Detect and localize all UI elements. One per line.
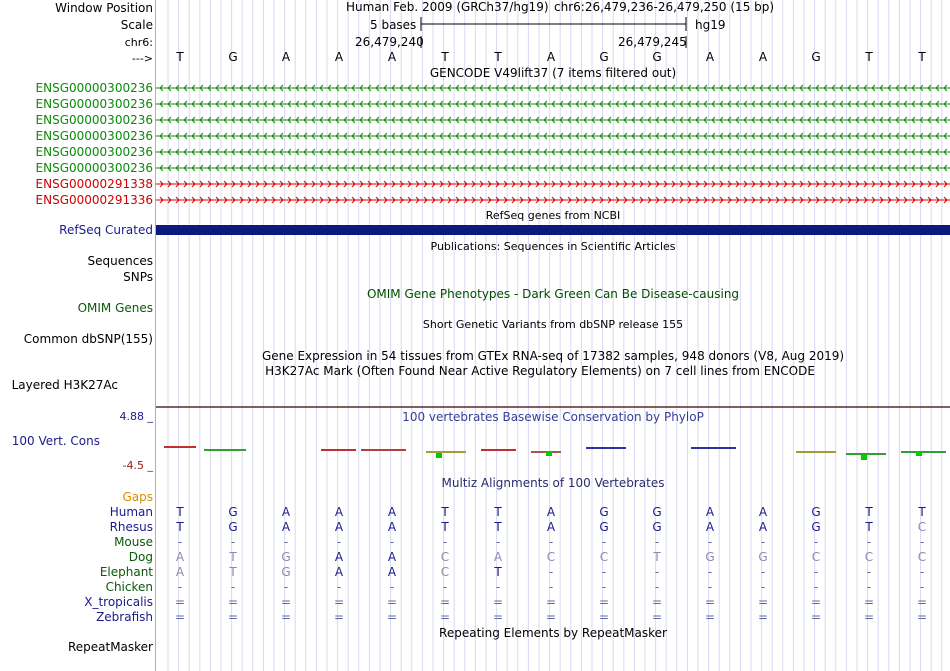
- alignment-base: C: [599, 550, 609, 564]
- alignment-base: =: [863, 610, 875, 624]
- conservation-label[interactable]: 100 Vert. Cons: [11, 434, 100, 448]
- alignment-base: T: [176, 520, 184, 534]
- alignment-base: A: [546, 505, 556, 519]
- alignment-base: =: [757, 610, 769, 624]
- alignment-base: A: [387, 550, 397, 564]
- alignment-base: -: [283, 580, 289, 594]
- species-label[interactable]: Chicken: [105, 580, 153, 594]
- species-label[interactable]: Rhesus: [109, 520, 153, 534]
- scale-bases-text: 5 bases: [370, 18, 417, 32]
- alignment-base: -: [548, 580, 554, 594]
- alignment-base: T: [441, 520, 449, 534]
- alignment-base: =: [757, 595, 769, 609]
- alignment-base: G: [599, 520, 609, 534]
- sequence-base: A: [758, 50, 768, 64]
- alignment-base: -: [601, 535, 607, 549]
- species-label[interactable]: Human: [109, 505, 153, 519]
- alignment-base: -: [177, 535, 183, 549]
- alignment-base: -: [336, 535, 342, 549]
- alignment-base: -: [442, 580, 448, 594]
- snps-label[interactable]: SNPs: [123, 270, 153, 284]
- alignment-base: T: [865, 520, 873, 534]
- alignment-base: T: [918, 505, 926, 519]
- alignment-base: -: [919, 565, 925, 579]
- alignment-base: =: [174, 595, 186, 609]
- alignment-base: =: [598, 595, 610, 609]
- alignment-base: A: [387, 565, 397, 579]
- gaps-label[interactable]: Gaps: [122, 490, 153, 504]
- alignment-base: -: [495, 535, 501, 549]
- alignment-base: G: [705, 550, 715, 564]
- alignment-base: =: [280, 595, 292, 609]
- alignment-base: -: [707, 580, 713, 594]
- db-text: hg19: [695, 18, 726, 32]
- alignment-base: A: [546, 520, 556, 534]
- alignment-base: A: [281, 520, 291, 534]
- alignment-base: T: [494, 565, 502, 579]
- alignment-base: -: [548, 535, 554, 549]
- species-label[interactable]: Elephant: [99, 565, 153, 579]
- alignment-base: A: [387, 505, 397, 519]
- alignment-base: G: [652, 520, 662, 534]
- alignment-base: A: [758, 505, 768, 519]
- h3k27ac-track-title: H3K27Ac Mark (Often Found Near Active Regulatory Elements) on 7 cell lines from ENCODE: [265, 364, 815, 378]
- gencode-gene-label[interactable]: ENSG00000300236: [35, 81, 153, 95]
- sequence-base: T: [494, 50, 502, 64]
- alignment-base: T: [229, 550, 237, 564]
- alignment-base: G: [811, 520, 821, 534]
- alignment-base: A: [387, 520, 397, 534]
- alignment-base: -: [442, 535, 448, 549]
- omim-track-title: OMIM Gene Phenotypes - Dark Green Can Be Disease-causing: [366, 287, 740, 301]
- sequence-base: A: [334, 50, 344, 64]
- alignment-base: -: [230, 535, 236, 549]
- alignment-base: -: [601, 580, 607, 594]
- coord-right-text: 26,479,245: [618, 35, 687, 49]
- alignment-base: =: [916, 595, 928, 609]
- alignment-base: T: [494, 520, 502, 534]
- coord-left-text: 26,479,240: [355, 35, 424, 49]
- sequence-base: A: [281, 50, 291, 64]
- alignment-base: -: [548, 565, 554, 579]
- alignment-base: -: [866, 565, 872, 579]
- gencode-gene-label[interactable]: ENSG00000300236: [35, 97, 153, 111]
- alignment-base: =: [333, 595, 345, 609]
- conservation-peak: [436, 453, 442, 458]
- alignment-base: G: [811, 505, 821, 519]
- alignment-base: =: [651, 610, 663, 624]
- dbsnp-track-title: Short Genetic Variants from dbSNP release 155: [422, 318, 684, 331]
- multiz-track-title: Multiz Alignments of 100 Vertebrates: [441, 476, 665, 490]
- alignment-base: C: [440, 550, 450, 564]
- alignment-base: =: [439, 610, 451, 624]
- refseq-curated-label[interactable]: RefSeq Curated: [59, 223, 153, 237]
- alignment-base: C: [917, 520, 927, 534]
- alignment-base: -: [760, 580, 766, 594]
- alignment-base: G: [281, 550, 291, 564]
- alignment-base: -: [813, 535, 819, 549]
- alignment-base: -: [707, 535, 713, 549]
- alignment-base: A: [334, 520, 344, 534]
- alignment-base: =: [704, 595, 716, 609]
- alignment-base: G: [599, 505, 609, 519]
- assembly-text: Human Feb. 2009 (GRCh37/hg19): [346, 0, 549, 14]
- alignment-base: A: [175, 550, 185, 564]
- conservation-peak: [861, 455, 867, 460]
- alignment-base: =: [916, 610, 928, 624]
- conservation-peak: [546, 451, 552, 456]
- species-label[interactable]: Zebrafish: [96, 610, 153, 624]
- alignment-base: -: [760, 535, 766, 549]
- alignment-base: -: [389, 580, 395, 594]
- alignment-base: =: [280, 610, 292, 624]
- alignment-base: -: [230, 580, 236, 594]
- alignment-base: A: [281, 505, 291, 519]
- alignment-base: A: [758, 520, 768, 534]
- alignment-base: =: [810, 595, 822, 609]
- conservation-ymax-label: 4.88 _: [119, 410, 153, 423]
- sequence-base: G: [599, 50, 609, 64]
- alignment-base: C: [811, 550, 821, 564]
- scale-label: Scale: [120, 18, 153, 32]
- species-label[interactable]: X_tropicalis: [84, 595, 153, 609]
- track-panel[interactable]: [155, 0, 950, 671]
- alignment-base: -: [866, 580, 872, 594]
- conservation-ymin-label: -4.5 _: [122, 459, 153, 472]
- sequences-label[interactable]: Sequences: [87, 254, 153, 268]
- alignment-base: T: [865, 505, 873, 519]
- alignment-base: T: [494, 505, 502, 519]
- sequence-base: A: [705, 50, 715, 64]
- refseq-track-title: RefSeq genes from NCBI: [485, 209, 621, 222]
- alignment-base: -: [919, 580, 925, 594]
- publications-track-title: Publications: Sequences in Scientific Articles: [430, 240, 676, 253]
- track-labels-column: [0, 0, 155, 671]
- sequence-base: G: [652, 50, 662, 64]
- gencode-gene-label[interactable]: ENSG00000300236: [35, 145, 153, 159]
- gencode-gene-label[interactable]: ENSG00000300236: [35, 113, 153, 127]
- window-position-label: Window Position: [55, 1, 153, 15]
- alignment-base: =: [227, 610, 239, 624]
- alignment-base: A: [334, 565, 344, 579]
- gencode-gene-label[interactable]: ENSG00000291338: [35, 177, 153, 191]
- alignment-base: =: [333, 610, 345, 624]
- alignment-base: C: [864, 550, 874, 564]
- alignment-base: -: [283, 535, 289, 549]
- alignment-base: A: [705, 505, 715, 519]
- gtex-track-title: Gene Expression in 54 tissues from GTEx RNA-seq of 17382 samples, 948 donors (V8, Aug 2019): [261, 349, 845, 363]
- sequence-base: A: [387, 50, 397, 64]
- alignment-base: =: [651, 595, 663, 609]
- alignment-base: -: [336, 580, 342, 594]
- alignment-base: T: [176, 505, 184, 519]
- alignment-base: -: [601, 565, 607, 579]
- conservation-peak: [916, 451, 922, 456]
- gencode-gene-label[interactable]: ENSG00000300236: [35, 161, 153, 175]
- alignment-base: -: [813, 580, 819, 594]
- alignment-base: C: [546, 550, 556, 564]
- alignment-base: =: [598, 610, 610, 624]
- alignment-base: =: [439, 595, 451, 609]
- alignment-base: -: [389, 535, 395, 549]
- conservation-track-title: 100 vertebrates Basewise Conservation by PhyloP: [402, 410, 704, 424]
- common-dbsnp-label[interactable]: Common dbSNP(155): [23, 332, 153, 346]
- alignment-base: -: [707, 565, 713, 579]
- alignment-base: -: [760, 565, 766, 579]
- alignment-base: =: [810, 610, 822, 624]
- alignment-base: T: [229, 565, 237, 579]
- gencode-track-title: GENCODE V49lift37 (7 items filtered out): [429, 66, 677, 80]
- alignment-base: G: [228, 520, 238, 534]
- alignment-base: A: [493, 550, 503, 564]
- sequence-base: A: [546, 50, 556, 64]
- alignment-base: A: [705, 520, 715, 534]
- alignment-base: A: [334, 550, 344, 564]
- alignment-base: G: [228, 505, 238, 519]
- alignment-base: C: [440, 565, 450, 579]
- position-text: chr6:26,479,236-26,479,250 (15 bp): [554, 0, 775, 14]
- alignment-base: T: [441, 505, 449, 519]
- alignment-base: =: [492, 595, 504, 609]
- alignment-base: A: [175, 565, 185, 579]
- alignment-base: -: [866, 535, 872, 549]
- alignment-base: -: [654, 535, 660, 549]
- species-label[interactable]: Dog: [128, 550, 153, 564]
- sequence-base: T: [176, 50, 184, 64]
- alignment-base: =: [863, 595, 875, 609]
- sequence-base: T: [918, 50, 926, 64]
- alignment-base: =: [704, 610, 716, 624]
- alignment-base: A: [334, 505, 344, 519]
- strand-arrow-label: --->: [131, 52, 153, 65]
- alignment-base: =: [492, 610, 504, 624]
- repeatmasker-track-title: Repeating Elements by RepeatMasker: [439, 626, 667, 640]
- gencode-gene-label[interactable]: ENSG00000291336: [35, 193, 153, 207]
- alignment-base: =: [545, 610, 557, 624]
- alignment-base: -: [177, 580, 183, 594]
- omim-genes-label[interactable]: OMIM Genes: [77, 301, 153, 315]
- sequence-base: T: [441, 50, 449, 64]
- repeatmasker-label[interactable]: RepeatMasker: [67, 640, 153, 654]
- alignment-base: C: [917, 550, 927, 564]
- alignment-base: -: [919, 535, 925, 549]
- alignment-base: G: [281, 565, 291, 579]
- alignment-base: =: [227, 595, 239, 609]
- sequence-base: T: [865, 50, 873, 64]
- alignment-base: =: [174, 610, 186, 624]
- alignment-base: -: [495, 580, 501, 594]
- sequence-base: G: [811, 50, 821, 64]
- alignment-base: T: [653, 550, 661, 564]
- alignment-base: =: [386, 610, 398, 624]
- alignment-base: -: [654, 565, 660, 579]
- chr-label: chr6:: [124, 36, 153, 49]
- alignment-base: G: [758, 550, 768, 564]
- gencode-gene-label[interactable]: ENSG00000300236: [35, 129, 153, 143]
- alignment-base: =: [386, 595, 398, 609]
- alignment-base: -: [813, 565, 819, 579]
- layered-h3k27ac-label[interactable]: Layered H3K27Ac: [11, 378, 118, 392]
- sequence-base: G: [228, 50, 238, 64]
- alignment-base: G: [652, 505, 662, 519]
- alignment-base: -: [654, 580, 660, 594]
- alignment-base: =: [545, 595, 557, 609]
- species-label[interactable]: Mouse: [114, 535, 153, 549]
